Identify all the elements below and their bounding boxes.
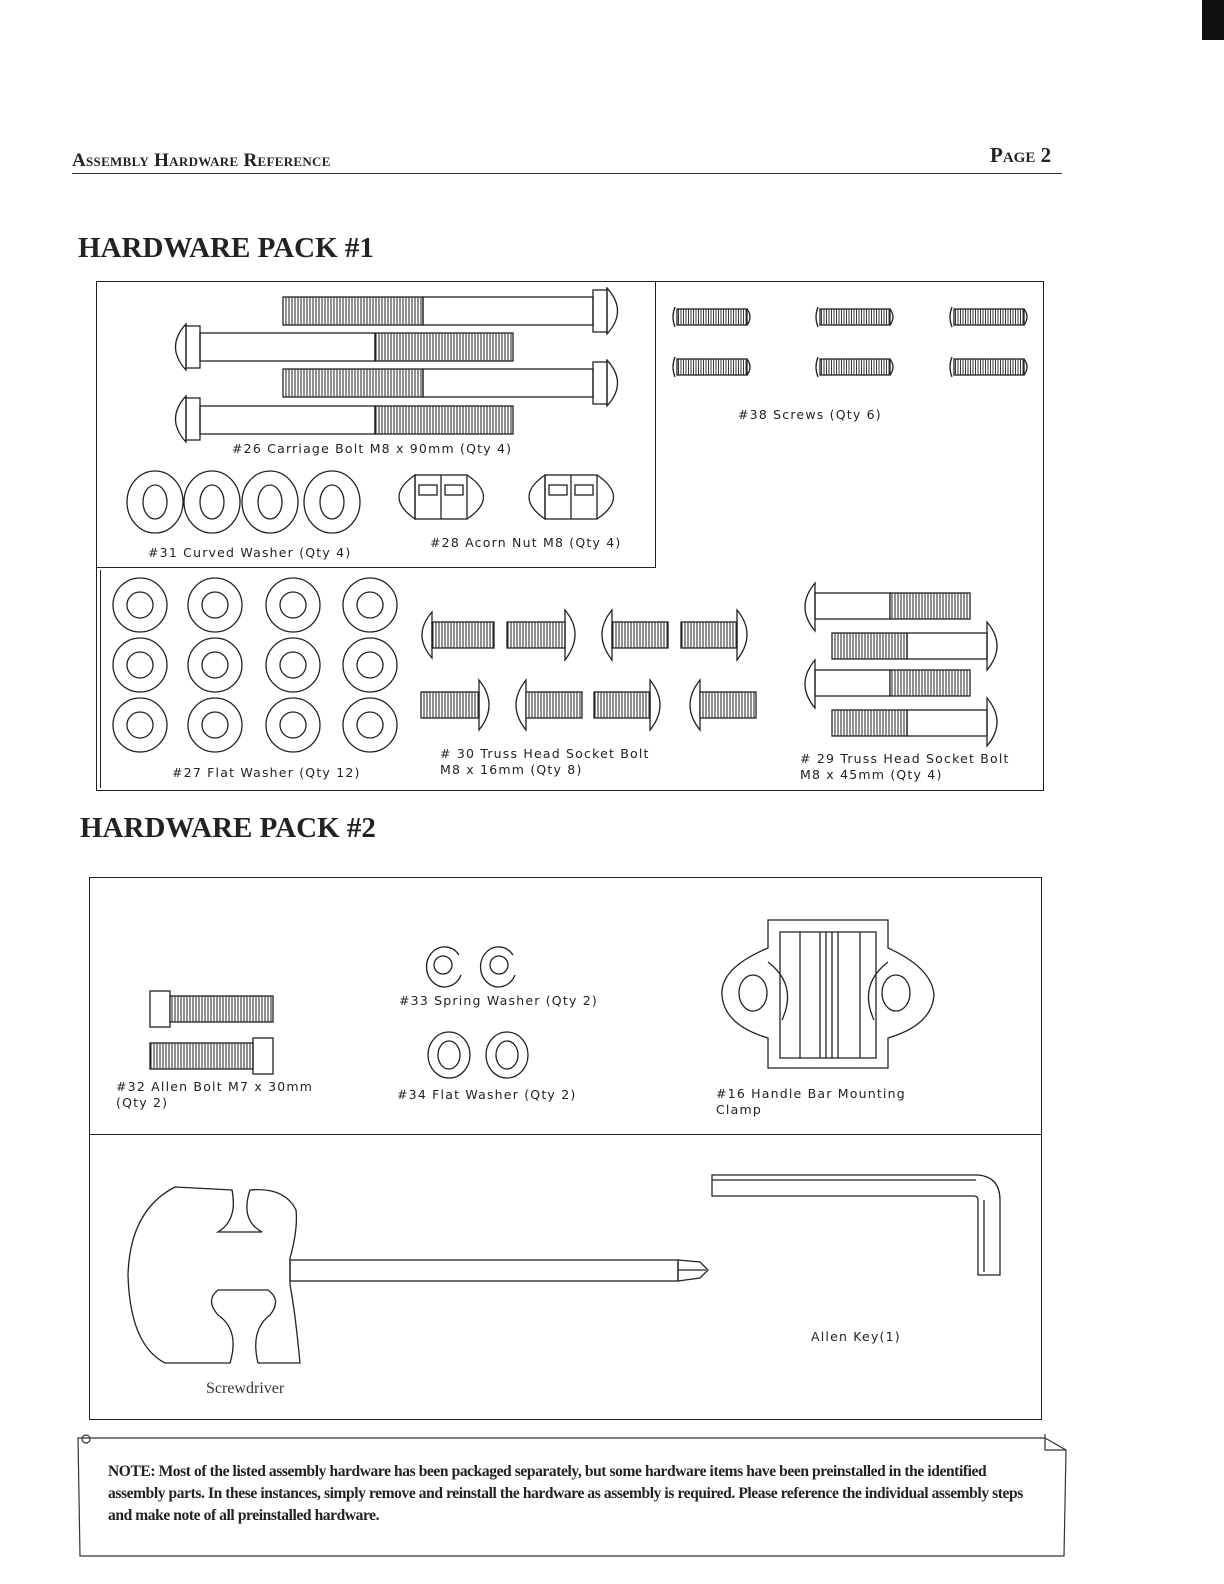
label-part-38: #38 Screws (Qty 6)	[738, 407, 882, 422]
section-title: Assembly Hardware Reference	[72, 150, 331, 171]
label-part-32-line1: #32 Allen Bolt M7 x 30mm	[116, 1079, 314, 1094]
label-part-30-line2: M8 x 16mm (Qty 8)	[440, 762, 583, 777]
label-part-29-line1: # 29 Truss Head Socket Bolt	[800, 751, 1010, 766]
label-part-30-line1: # 30 Truss Head Socket Bolt	[440, 746, 650, 761]
label-part-33: #33 Spring Washer (Qty 2)	[399, 993, 598, 1008]
spring-washer-drawing	[427, 947, 515, 987]
label-part-29-line2: M8 x 45mm (Qty 4)	[800, 767, 943, 782]
allen-key-drawing	[712, 1175, 1000, 1275]
label-part-26: #26 Carriage Bolt M8 x 90mm (Qty 4)	[232, 441, 513, 456]
pack2-title: HARDWARE PACK #2	[80, 812, 376, 844]
label-screwdriver: Screwdriver	[206, 1380, 285, 1397]
flat-washer-small-drawing	[428, 1032, 528, 1078]
note-text: NOTE: Most of the listed assembly hardware has been packaged separately, but some hardware items have been preinstalled in the identified assembly parts. In these instances, simply remove and reinstall the hardware as assembly is required. Please reference the individual assembly steps and make note of all preinstalled hardware.	[108, 1463, 1023, 1524]
label-part-16-line1: #16 Handle Bar Mounting	[716, 1086, 906, 1101]
label-part-27: #27 Flat Washer (Qty 12)	[172, 765, 361, 780]
page-label: Page 2	[990, 143, 1052, 167]
label-part-28: #28 Acorn Nut M8 (Qty 4)	[430, 535, 622, 550]
label-part-34: #34 Flat Washer (Qty 2)	[397, 1087, 577, 1102]
allen-bolt-drawing	[150, 991, 273, 1074]
screwdriver-drawing	[128, 1187, 708, 1363]
pack1-title: HARDWARE PACK #1	[78, 232, 374, 264]
label-part-31: #31 Curved Washer (Qty 4)	[148, 545, 352, 560]
label-part-16-line2: Clamp	[716, 1102, 762, 1117]
label-allen-key: Allen Key(1)	[811, 1329, 901, 1344]
label-part-32	[116, 1079, 313, 1111]
label-part-32-line2: (Qty 2)	[116, 1095, 169, 1110]
clamp-drawing	[722, 920, 934, 1068]
label-part-16	[716, 1086, 906, 1118]
